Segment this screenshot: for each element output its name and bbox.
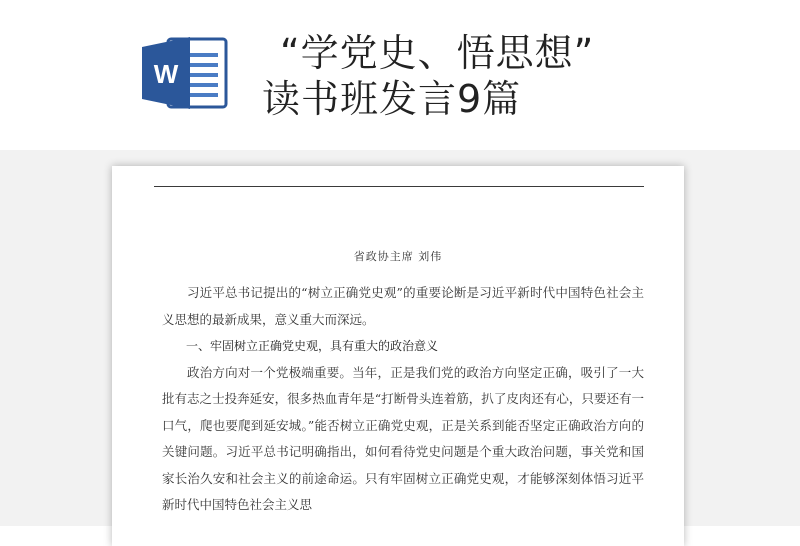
document-page <box>112 166 684 546</box>
paragraph-intro: 习近平总书记提出的“树立正确党史观”的重要论断是习近平新时代中国特色社会主义思想的最新成果，意义重大而深远。 <box>162 285 644 327</box>
paragraph-body: 政治方向对一个党极端重要。当年，正是我们党的政治方向坚定正确，吸引了一大批有志之士投奔延安，很多热血青年是“打断骨头连着筋，扒了皮肉还有心，只要还有一口气，爬也要爬到延安城。”能否树立正确党史观，正是关系到能否坚定正确政治方向的关键问题。习近平总书记明确指出，如何看待党史问题是个重大政治问题，事关党和国家长治久安和社会主义的前途命运。只有牢固树立正确党史观，才能够深刻体悟习近平新时代中国特色社会主义思 <box>162 364 644 512</box>
word-icon-letter: W <box>153 59 179 89</box>
byline: 省政协主席 刘伟 <box>353 250 443 263</box>
title-line-1: “学党史、悟思想” <box>280 31 595 75</box>
title-line-2: 读书班发言9篇 <box>262 77 522 121</box>
header-rule <box>154 186 644 187</box>
section-heading: 一、牢固树立正确党史观，具有重大的政治意义 <box>186 339 439 353</box>
document-body <box>162 280 644 519</box>
page-title <box>262 30 782 122</box>
banner <box>0 0 800 150</box>
word-icon <box>140 33 232 113</box>
